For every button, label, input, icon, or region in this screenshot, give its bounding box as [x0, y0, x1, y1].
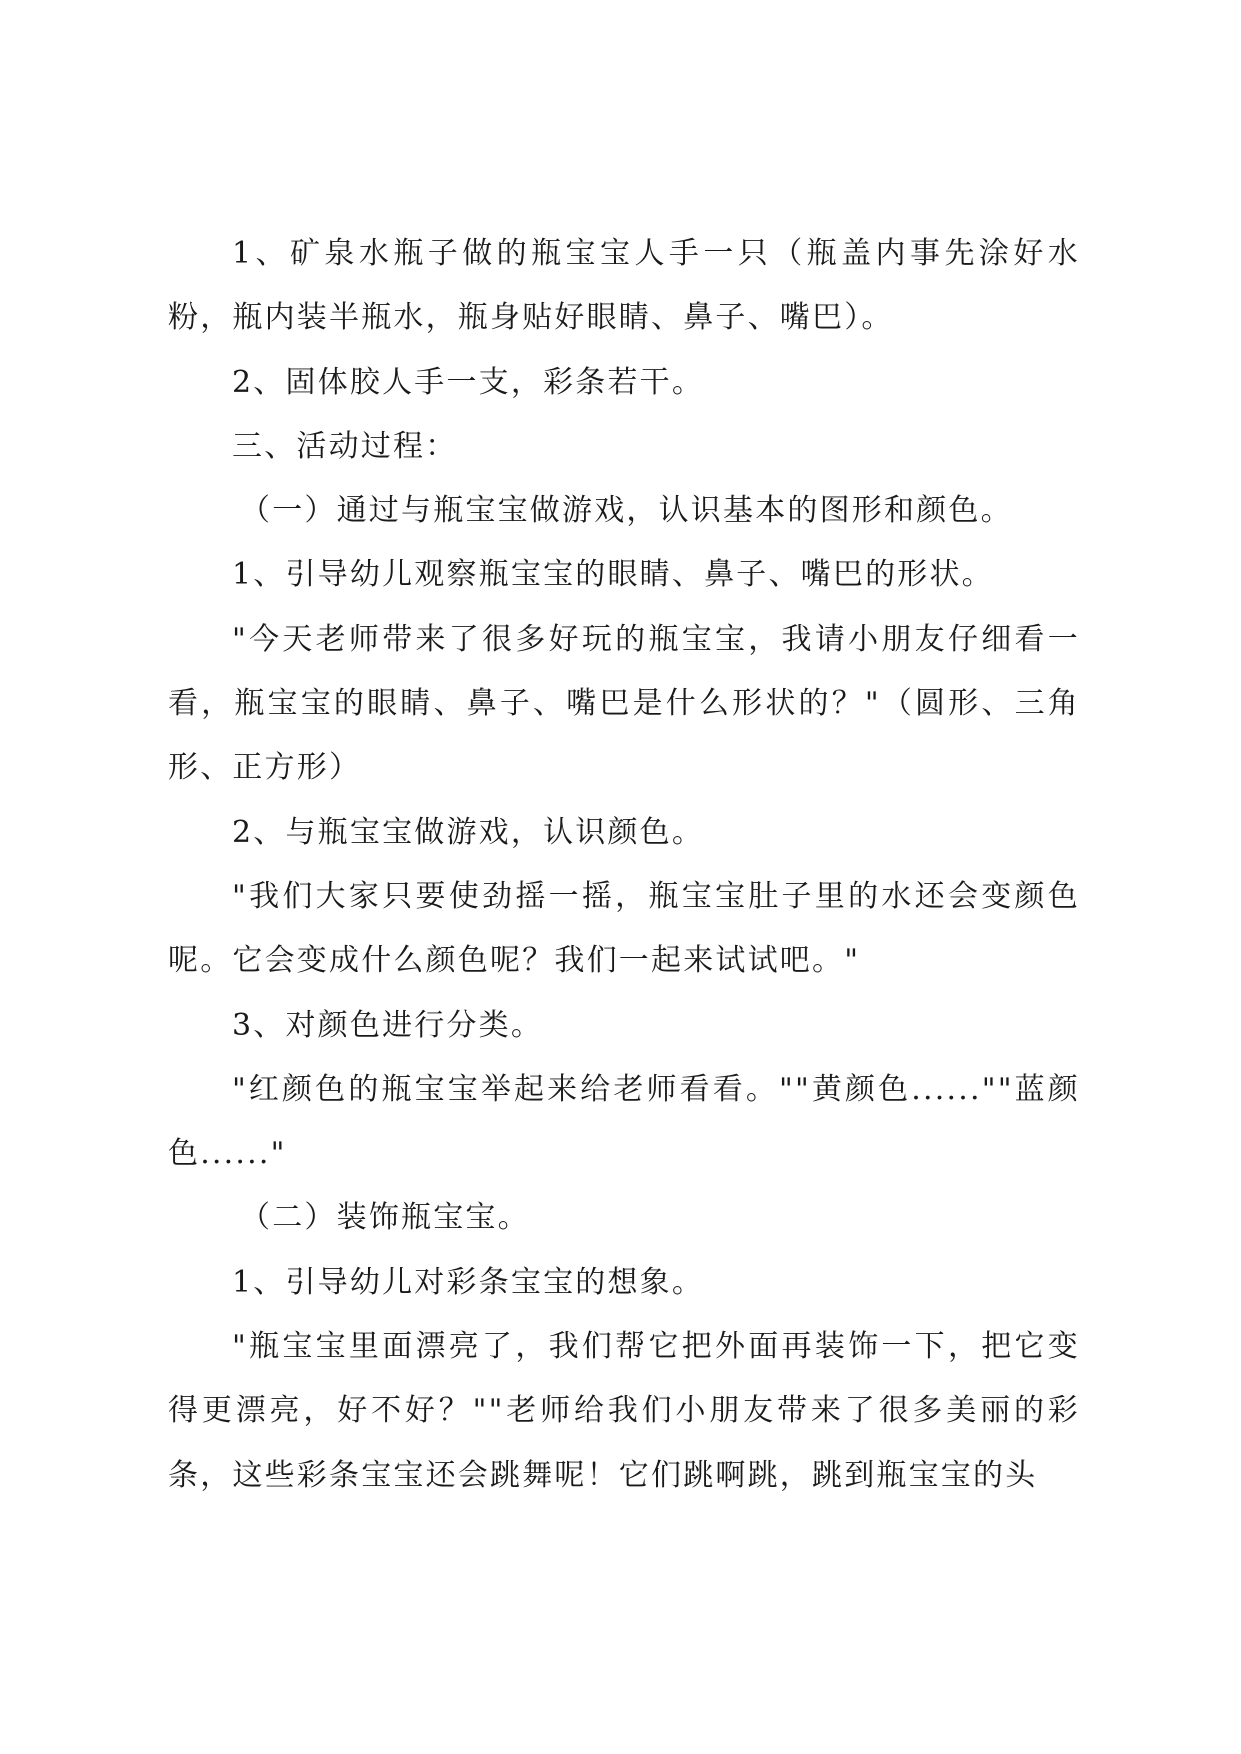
paragraph-materials-1: 1、矿泉水瓶子做的瓶宝宝人手一只（瓶盖内事先涂好水粉，瓶内装半瓶水，瓶身贴好眼睛、鼻子、嘴巴）。 — [168, 236, 1080, 336]
paragraph-step-1-1: 1、引导幼儿观察瓶宝宝的眼睛、鼻子、嘴巴的形状。 — [232, 557, 994, 593]
section-heading-activity-process: 三、活动过程： — [232, 428, 458, 464]
paragraph-materials-2: 2、固体胶人手一支，彩条若干。 — [232, 364, 705, 400]
paragraph-step-2-1: 1、引导幼儿对彩条宝宝的想象。 — [232, 1264, 705, 1300]
paragraph-quote-1: "今天老师带来了很多好玩的瓶宝宝，我请小朋友仔细看一看，瓶宝宝的眼睛、鼻子、嘴巴是什么形状的？"（圆形、三角形、正方形） — [168, 621, 1080, 786]
subsection-heading-1: （一）通过与瓶宝宝做游戏，认识基本的图形和颜色。 — [240, 493, 1013, 529]
subsection-heading-2: （二）装饰瓶宝宝。 — [240, 1200, 530, 1236]
paragraph-step-1-3: 3、对颜色进行分类。 — [232, 1007, 544, 1043]
document-body — [168, 222, 1080, 1508]
paragraph-quote-2: "我们大家只要使劲摇一摇，瓶宝宝肚子里的水还会变颜色呢。它会变成什么颜色呢？我们一起来试试吧。" — [168, 878, 1080, 979]
paragraph-quote-4: "瓶宝宝里面漂亮了，我们帮它把外面再装饰一下，把它变得更漂亮，好不好？""老师给我们小朋友带来了很多美丽的彩条，这些彩条宝宝还会跳舞呢！它们跳啊跳，跳到瓶宝宝的头 — [168, 1329, 1080, 1493]
paragraph-quote-3: "红颜色的瓶宝宝举起来给老师看看。""黄颜色......""蓝颜色......" — [168, 1071, 1080, 1172]
paragraph-step-1-2: 2、与瓶宝宝做游戏，认识颜色。 — [232, 814, 705, 850]
